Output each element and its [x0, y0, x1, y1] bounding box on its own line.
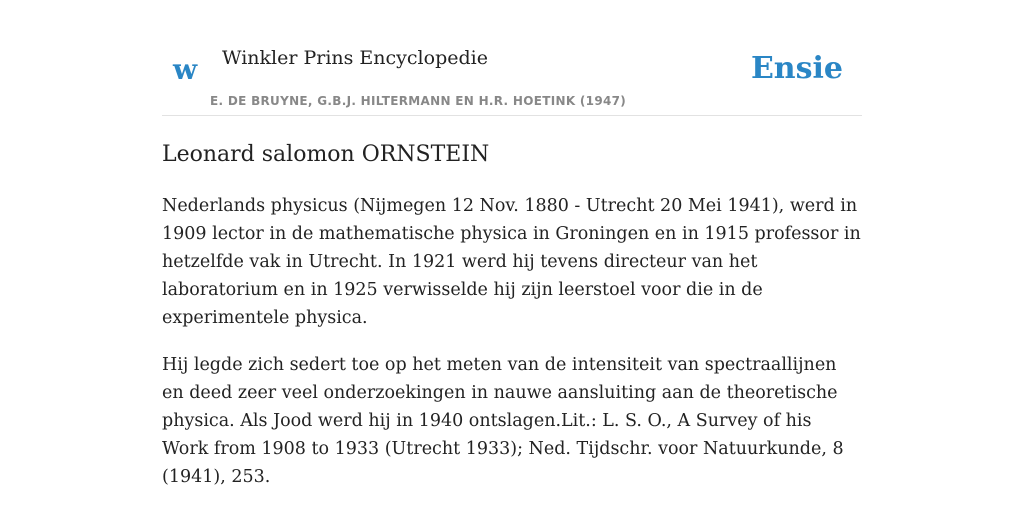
ensie-logo-link[interactable]: Ensie: [750, 51, 843, 86]
entry-paragraph: Nederlands physicus (Nijmegen 12 Nov. 1880 - Utrecht 20 Mei 1941), werd in 1909 lector in de mathematische physica in Groningen en in 1915 professor in hetzelfde vak in Utrecht. In 1921 werd hij tevens directeur van het laboratorium en in 1925 verwisselde hij zijn leerstoel voor die in de experimentele physica.: [162, 196, 861, 328]
source-title[interactable]: Winkler Prins Encyclopedie: [222, 47, 488, 69]
entry-body: [162, 192, 862, 510]
page-container: [162, 0, 862, 487]
source-logo: w: [173, 53, 198, 86]
source-authors: E. DE BRUYNE, G.B.J. HILTERMANN EN H.R. HOETINK (1947): [210, 94, 627, 108]
entry-title: Leonard salomon ORNSTEIN: [162, 142, 490, 167]
entry-paragraph: Hij legde zich sedert toe op het meten van de intensiteit van spectraallijnen en deed zeer veel onderzoekingen in nauwe aansluiting aan de theoretische physica. Als Jood werd hij in 1940 ontslagen.Lit.: L. S. O., A Survey of his Work from 1908 to 1933 (Utrecht 1933); Ned. Tijdschr. voor Natuurkunde, 8 (1941), 253.: [162, 355, 844, 487]
source-header: [162, 0, 862, 116]
